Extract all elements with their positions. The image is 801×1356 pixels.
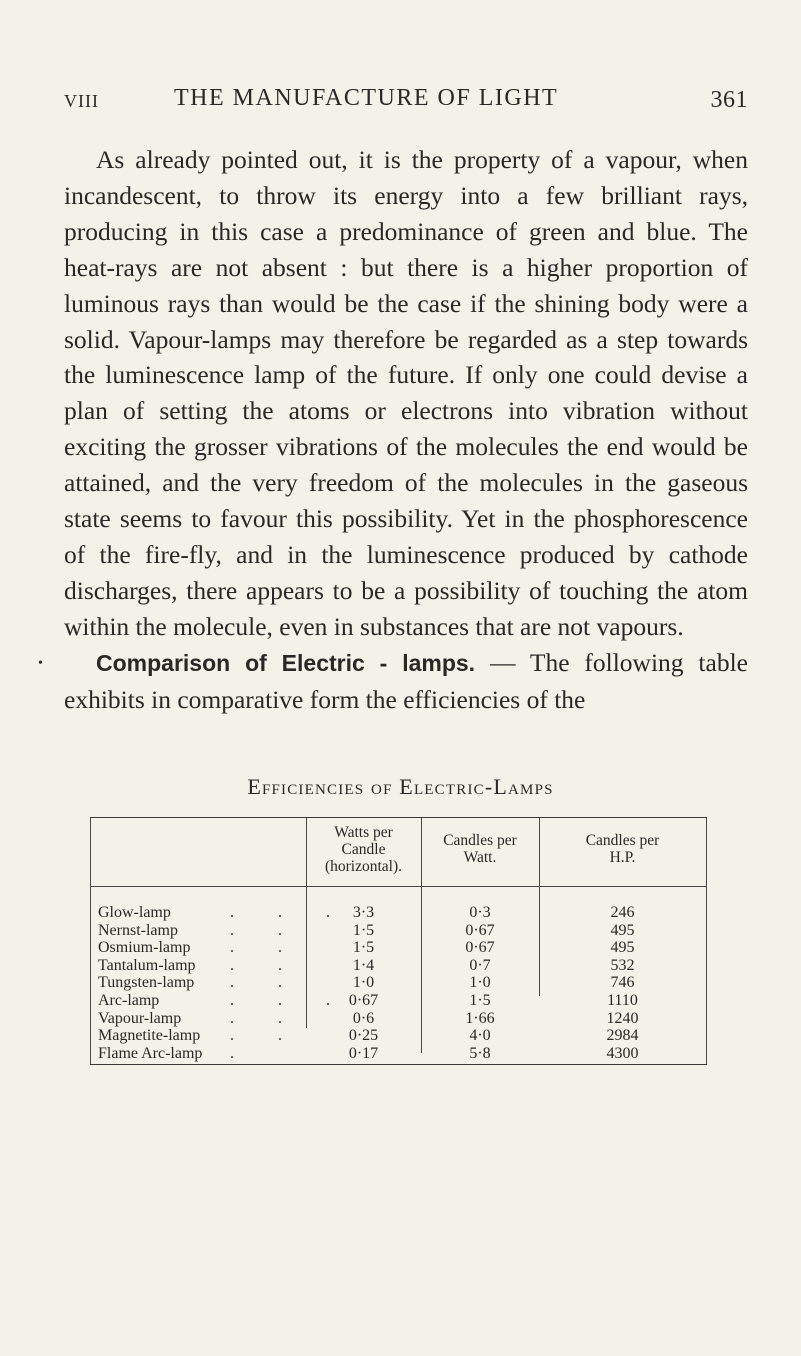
page-number: 361 <box>710 87 748 113</box>
paragraph: As already pointed out, it is the property of a vapour, when incandescent, to throw its energy into a few brilliant rays, producing in this case a predominance of green and blue. The heat-rays are not absent : but there is a higher proportion of luminous rays than would be the case if the shining body were a solid. Vapour-lamps may therefore be regarded as a step towards the luminescence lamp of the future. If only one could devise a plan of setting the atoms or electrons into vibration without exciting the grosser vibrations of the molecules the end would be attained, and the very freedom of the molecules in the gaseous state seems to favour this possibility. Yet in the phosphorescence of the fire-fly, and in the luminescence produced by cathode discharges, there appears to be a possibility of touching the atom within the molecule, even in substances that are not vapours. <box>64 145 748 641</box>
section-text: The following table exhibits in comparative form the efficiencies of the <box>64 647 748 714</box>
body-text <box>64 142 748 718</box>
table-title: Efficiencies of Electric-Lamps <box>247 774 554 799</box>
table-row: Nernst-lamp . . 1·5 0·67 495 <box>98 921 635 939</box>
chapter-number: VIII <box>64 91 99 111</box>
section-paragraph <box>64 645 748 718</box>
running-title: THE MANUFACTURE OF LIGHT <box>174 85 559 111</box>
table-row: Arc-lamp . . . 0·67 1·5 1110 <box>98 991 638 1009</box>
table-row: Glow-lamp . . . 3·3 0·3 246 <box>98 904 635 921</box>
margin-mark: • <box>38 656 43 671</box>
table-row: Tantalum-lamp . . 1·4 0·7 532 <box>98 956 635 974</box>
table-row: Vapour-lamp . . 0·6 1·66 1240 <box>98 1009 639 1027</box>
table-body <box>90 904 707 1062</box>
column-header-candles-per-hp: Candles per H.P. <box>585 832 660 866</box>
efficiency-table <box>90 817 707 1065</box>
page-header <box>64 85 748 121</box>
column-header-candles-per-watt: Candles per Watt. <box>443 832 517 866</box>
column-header-watts: Watts per Candle (horizontal). <box>324 824 403 875</box>
header-rule <box>90 886 707 887</box>
section-dash: — <box>475 647 530 677</box>
table-row: Magnetite-lamp . . 0·25 4·0 2984 <box>98 1027 639 1045</box>
table-row: Flame Arc-lamp . 0·17 5·8 4300 <box>98 1044 639 1062</box>
section-heading: Comparison of Electric - lamps. <box>96 649 476 676</box>
table-row: Osmium-lamp . . 1·5 0·67 495 <box>98 939 635 957</box>
table-row: Tungsten-lamp . . 1·0 1·0 746 <box>98 974 635 992</box>
